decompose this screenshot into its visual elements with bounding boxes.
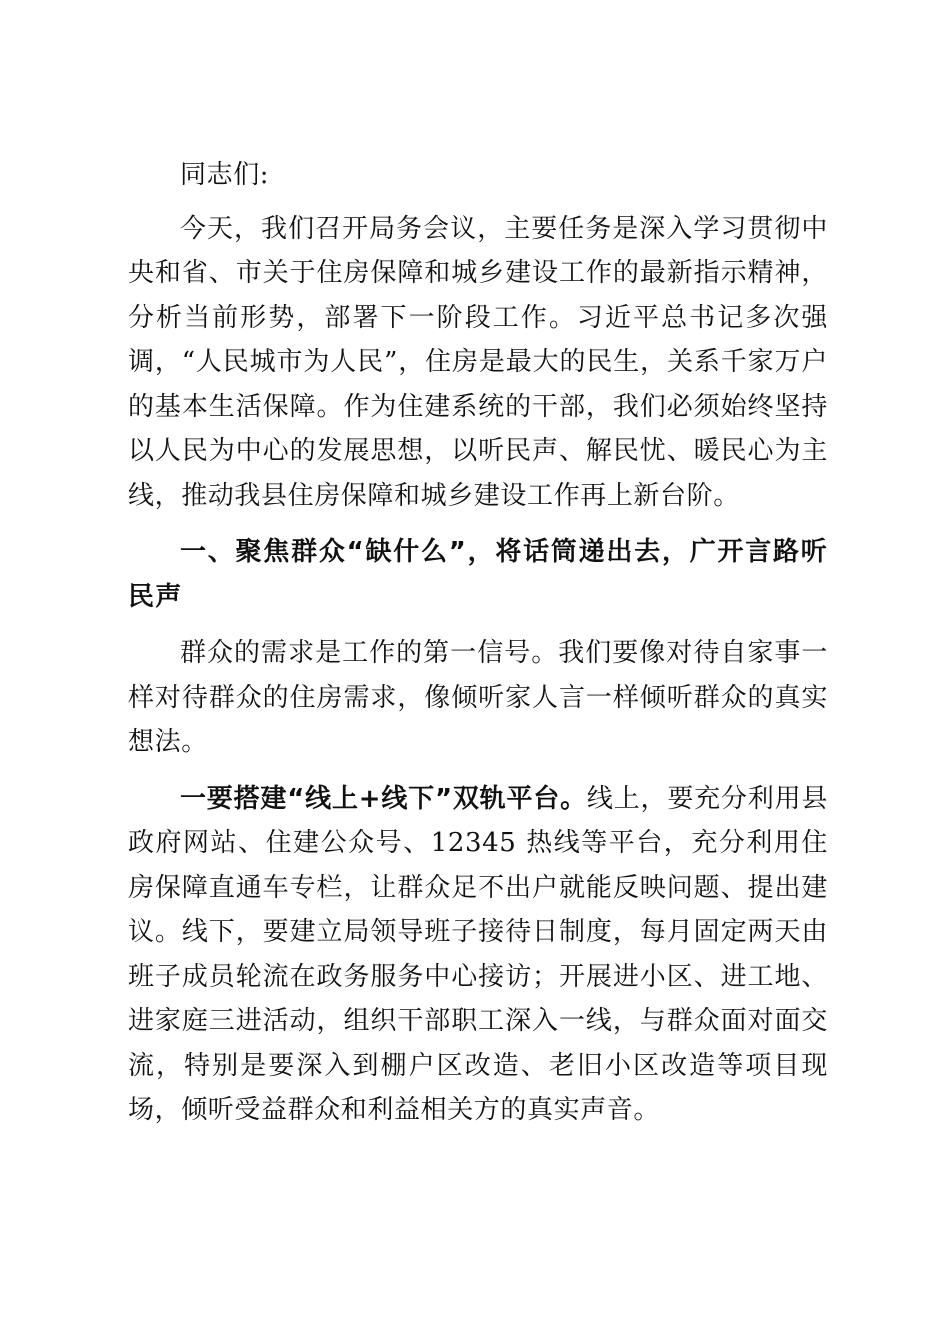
intro-paragraph: 今天，我们召开局务会议，主要任务是深入学习贯彻中央和省、市关于住房保障和城乡建设工作的最新指示精神，分析当前形势，部署下一阶段工作。习近平总书记多次强调，“人民城市为人民”，住房是最大的民生，关系千家万户的基本生活保障。作为住建系统的干部，我们必须始终坚持以人民为中心的发展思想，以听民声、解民忧、暖民心为主线，推动我县住房保障和城乡建设工作再上新台阶。 [128, 213, 828, 511]
document-body [128, 153, 828, 1133]
point-1-paragraph [128, 777, 828, 1133]
section-1-paragraph: 群众的需求是工作的第一信号。我们要像对待自家事一样对待群众的住房需求，像倾听家人言一样倾听群众的真实想法。 [128, 638, 828, 757]
greeting: 同志们: [180, 160, 270, 190]
point-1-body: 线上，要充分利用县政府网站、住建公众号、12345 热线等平台，充分利用住房保障直通车专栏，让群众足不出户就能反映问题、提出建议。线下，要建立局领导班子接待日制度，每月固定两天由班子成员轮流在政务服务中心接访；开展进小区、进工地、进家庭三进活动，组织干部职工深入一线，与群众面对面交流，特别是要深入到棚户区改造、老旧小区改造等项目现场，倾听受益群众和利益相关方的真实声音。 [128, 783, 828, 1125]
section-1-heading: 一、聚焦群众“缺什么”，将话筒递出去，广开言路听民声 [128, 537, 828, 612]
point-1-lead: 一要搭建“线上+线下”双轨平台。 [180, 783, 587, 814]
